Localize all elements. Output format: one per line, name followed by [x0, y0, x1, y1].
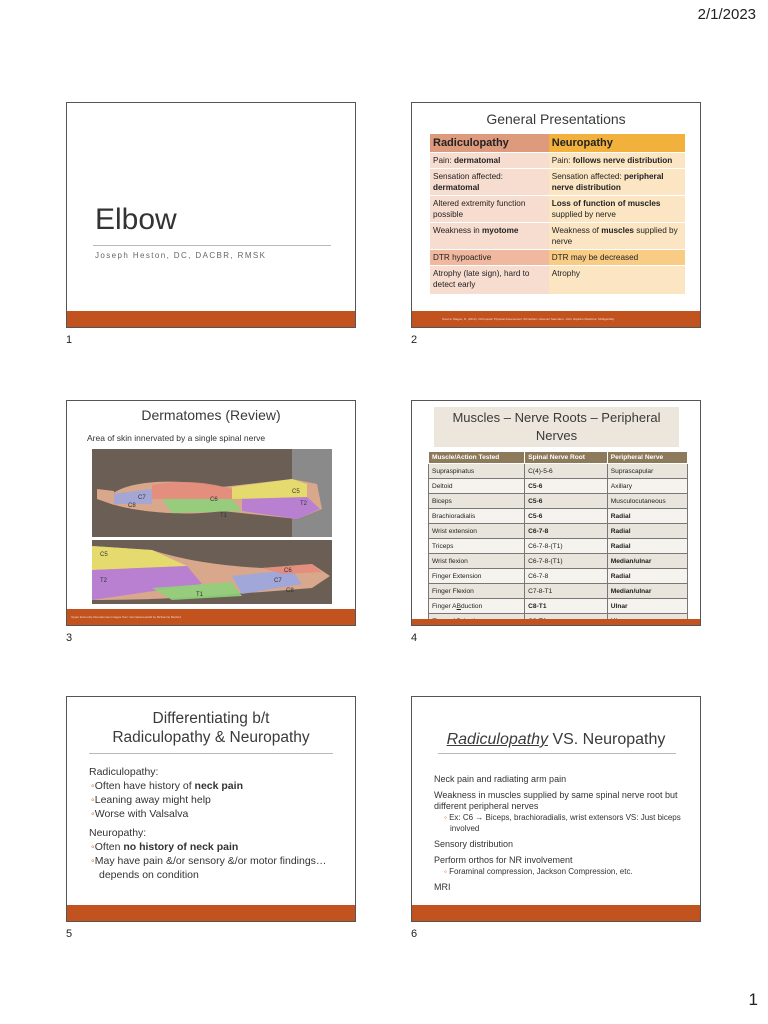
- slide-title: [67, 709, 355, 747]
- footer-bar: [67, 609, 355, 625]
- title-divider: [438, 753, 676, 754]
- cell: Atrophy: [549, 266, 685, 295]
- footer-bar: [412, 619, 700, 625]
- page-number: 1: [748, 990, 758, 1009]
- list-item: Sensory distribution: [434, 839, 514, 849]
- slide-2: [411, 102, 701, 328]
- dermatome-label: T1: [196, 592, 204, 598]
- table-row: Brachioradialis C5-6 Radial: [429, 509, 688, 524]
- table-row: Pain: dermatomal Pain: follows nerve distribution: [430, 153, 685, 169]
- dermatome-label: C7: [138, 495, 146, 501]
- title-emphasis: Radiculopathy: [446, 731, 548, 748]
- dermatome-photo-top: [92, 449, 332, 537]
- slide-6: [411, 696, 701, 922]
- table-row: Supraspinatus C(4)-5-6 Suprascapular: [429, 464, 688, 479]
- slide-1: [66, 102, 356, 328]
- dermatome-label: C6: [284, 568, 292, 574]
- column-header: Muscle/Action Tested: [429, 452, 525, 464]
- table-row: Weakness in myotome Weakness of muscles supplied by nerve: [430, 223, 685, 250]
- muscles-table: [428, 451, 688, 626]
- author-line: Joseph Heston, DC, DACBR, RMSK: [95, 251, 267, 260]
- slide-title: [412, 731, 700, 749]
- title-line-2: Radiculopathy & Neuropathy: [112, 729, 310, 746]
- title-divider: [93, 245, 331, 246]
- slide-4: [411, 400, 701, 626]
- table-row: [430, 266, 685, 295]
- footer-bar: [67, 905, 355, 921]
- column-header: Peripheral Nerve: [607, 452, 687, 464]
- title-rest: VS. Neuropathy: [548, 731, 666, 748]
- table-row: Finger ABduction C8-T1 Ulnar: [429, 599, 688, 614]
- source-citation: Source: Magee, D. (2014). Orthopedic Physical Assessment, 6th Edition. Elsevier Saunders. John Hopkins Medicine; Mulligan/Ely: [442, 317, 615, 321]
- list-item: ◦Worse with Valsalva: [91, 808, 189, 820]
- list-item: MRI: [434, 882, 451, 892]
- slide-title: General Presentations: [486, 111, 626, 127]
- table-row: Finger Flexion C7-8-T1 Median/ulnar: [429, 584, 688, 599]
- slide-number: 6: [411, 928, 418, 940]
- table-row: Wrist extension C6-7-8 Radial: [429, 524, 688, 539]
- list-item: ◦May have pain &/or sensory &/or motor findings…depends on condition: [91, 855, 327, 881]
- footer-bar: [412, 905, 700, 921]
- sub-item: ◦ Ex: C6 → Biceps, brachioradialis, wrist extensors VS: Just biceps involved: [444, 813, 681, 833]
- dermatome-label: C6: [210, 497, 218, 503]
- list-item: ◦Leaning away might help: [91, 794, 211, 806]
- cell: Atrophy (late sign), hard to detect early: [430, 266, 549, 295]
- radiculopathy-heading: Radiculopathy:: [89, 766, 159, 778]
- slide-number: 3: [66, 632, 73, 644]
- footer-bar: [412, 311, 700, 327]
- slide-title: Dermatomes (Review): [141, 407, 281, 423]
- header-radiculopathy: Radiculopathy: [430, 134, 549, 153]
- title-line-1: Differentiating b/t: [152, 710, 270, 727]
- slide-5: [66, 696, 356, 922]
- dermatome-photo-bottom: [92, 540, 332, 604]
- cell: DTR may be decreased: [549, 250, 685, 266]
- slide-number: 2: [411, 334, 418, 346]
- footer-bar: [67, 311, 355, 327]
- slide-title: Muscles – Nerve Roots – Peripheral Nerves: [452, 410, 661, 443]
- dermatome-label: T2: [100, 578, 108, 584]
- table-row: Finger Extension C6-7-8 Radial: [429, 569, 688, 584]
- list-item: ◦Often have history of neck pain: [91, 780, 243, 792]
- dermatome-label: T1: [220, 513, 228, 519]
- column-header: Spinal Nerve Root: [525, 452, 608, 464]
- slide-subtitle: Area of skin innervated by a single spinal nerve: [87, 433, 266, 443]
- table-row: [430, 250, 685, 266]
- dermatome-label: C8: [286, 588, 294, 594]
- table-row: Altered extremity function possible Loss of function of muscles supplied by nerve: [430, 196, 685, 223]
- table-row: Sensation affected: dermatomal Sensation affected: peripheral nerve distribution: [430, 169, 685, 196]
- dermatome-label: C5: [292, 489, 300, 495]
- bullet-list: [89, 760, 339, 882]
- list-item: Weakness in muscles supplied by same spinal nerve root but different peripheral nerves: [434, 790, 678, 811]
- dermatome-label: T2: [300, 501, 308, 507]
- slide-number: 1: [66, 334, 73, 346]
- sub-item: ◦ Foraminal compression, Jackson Compression, etc.: [444, 867, 633, 876]
- print-date: 2/1/2023: [697, 6, 756, 23]
- list-item: Neck pain and radiating arm pain: [434, 774, 567, 784]
- table-row: Deltoid C5-6 Axillary: [429, 479, 688, 494]
- header-neuropathy: Neuropathy: [549, 134, 685, 153]
- list-item: Perform orthos for NR involvement: [434, 855, 573, 865]
- title-box: [434, 407, 679, 447]
- source-citation: Upper Extremity Dermatomes Images from: dermatomesaid2 by McKenzie Method: [71, 615, 181, 619]
- bullet-list: [434, 769, 684, 893]
- slide-number: 4: [411, 632, 418, 644]
- neuropathy-heading: Neuropathy:: [89, 827, 147, 839]
- presentations-table: [430, 134, 685, 294]
- slide-number: 5: [66, 928, 73, 940]
- dermatome-label: C7: [274, 578, 282, 584]
- table-row: Wrist flexion C6-7-8-(T1) Median/ulnar: [429, 554, 688, 569]
- list-item: ◦Often no history of neck pain: [91, 841, 239, 853]
- dermatome-label: C5: [100, 552, 108, 558]
- table-row: Biceps C5-6 Musculocutaneous: [429, 494, 688, 509]
- slide-title: Elbow: [95, 203, 177, 236]
- cell: DTR hypoactive: [430, 250, 549, 266]
- dermatome-label: C8: [128, 503, 136, 509]
- slide-3: [66, 400, 356, 626]
- table-row: Triceps C6-7-8-(T1) Radial: [429, 539, 688, 554]
- title-divider: [89, 753, 333, 754]
